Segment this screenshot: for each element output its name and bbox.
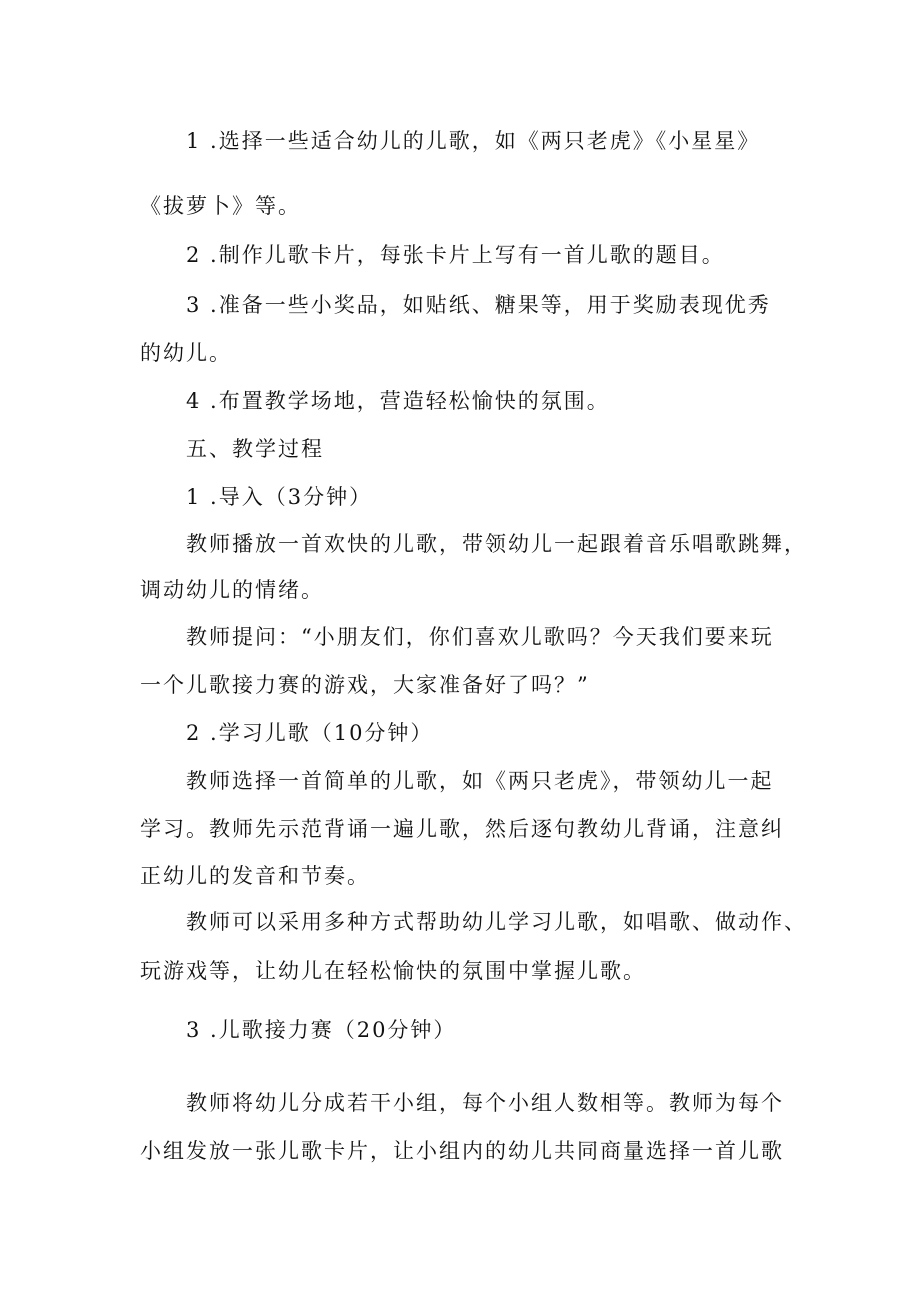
materials-item-4: 4 .布置教学场地，营造轻松愉快的氛围。 bbox=[186, 389, 610, 413]
step-1-paragraph-1-line-2: 调动幼儿的情绪。 bbox=[140, 578, 324, 602]
step-2-heading: 2 .学习儿歌（10分钟） bbox=[186, 721, 434, 745]
step-1-heading: 1 .导入（3分钟） bbox=[186, 485, 373, 509]
step-1-paragraph-2-line-2: 一个儿歌接力赛的游戏，大家准备好了吗？” bbox=[140, 673, 590, 697]
materials-item-1-line-2: 《拔萝卜》等。 bbox=[140, 194, 301, 218]
step-2-paragraph-1-line-3: 正幼儿的发音和节奏。 bbox=[140, 864, 370, 888]
step-3-paragraph-line-1: 教师将幼儿分成若干小组，每个小组人数相等。教师为每个 bbox=[186, 1091, 784, 1115]
materials-item-3-line-2: 的幼儿。 bbox=[140, 341, 232, 365]
step-2-paragraph-2-line-1: 教师可以采用多种方式帮助幼儿学习儿歌，如唱歌、做动作、 bbox=[186, 910, 807, 934]
materials-item-3-line-1: 3 .准备一些小奖品，如贴纸、糖果等，用于奖励表现优秀 bbox=[186, 293, 771, 317]
step-1-paragraph-2-line-1: 教师提问：“小朋友们，你们喜欢儿歌吗？今天我们要来玩 bbox=[186, 625, 774, 649]
step-1-paragraph-1-line-1: 教师播放一首欢快的儿歌，带领幼儿一起跟着音乐唱歌跳舞， bbox=[186, 532, 807, 556]
step-2-paragraph-1-line-1: 教师选择一首简单的儿歌，如《两只老虎》，带领幼儿一起 bbox=[186, 769, 774, 793]
step-2-paragraph-2-line-2: 玩游戏等，让幼儿在轻松愉快的氛围中掌握儿歌。 bbox=[140, 959, 646, 983]
step-2-paragraph-1-line-2: 学习。教师先示范背诵一遍儿歌，然后逐句教幼儿背诵，注意纠 bbox=[140, 817, 784, 841]
materials-item-2: 2 .制作儿歌卡片，每张卡片上写有一首儿歌的题目。 bbox=[186, 243, 725, 267]
step-3-paragraph-line-2: 小组发放一张儿歌卡片，让小组内的幼儿共同商量选择一首儿歌 bbox=[140, 1139, 784, 1163]
section-heading-teaching-process: 五、教学过程 bbox=[186, 437, 324, 461]
materials-item-1-line-1: 1 .选择一些适合幼儿的儿歌，如《两只老虎》《小星星》 bbox=[186, 129, 761, 153]
step-3-heading: 3 .儿歌接力赛（20分钟） bbox=[186, 1018, 457, 1042]
